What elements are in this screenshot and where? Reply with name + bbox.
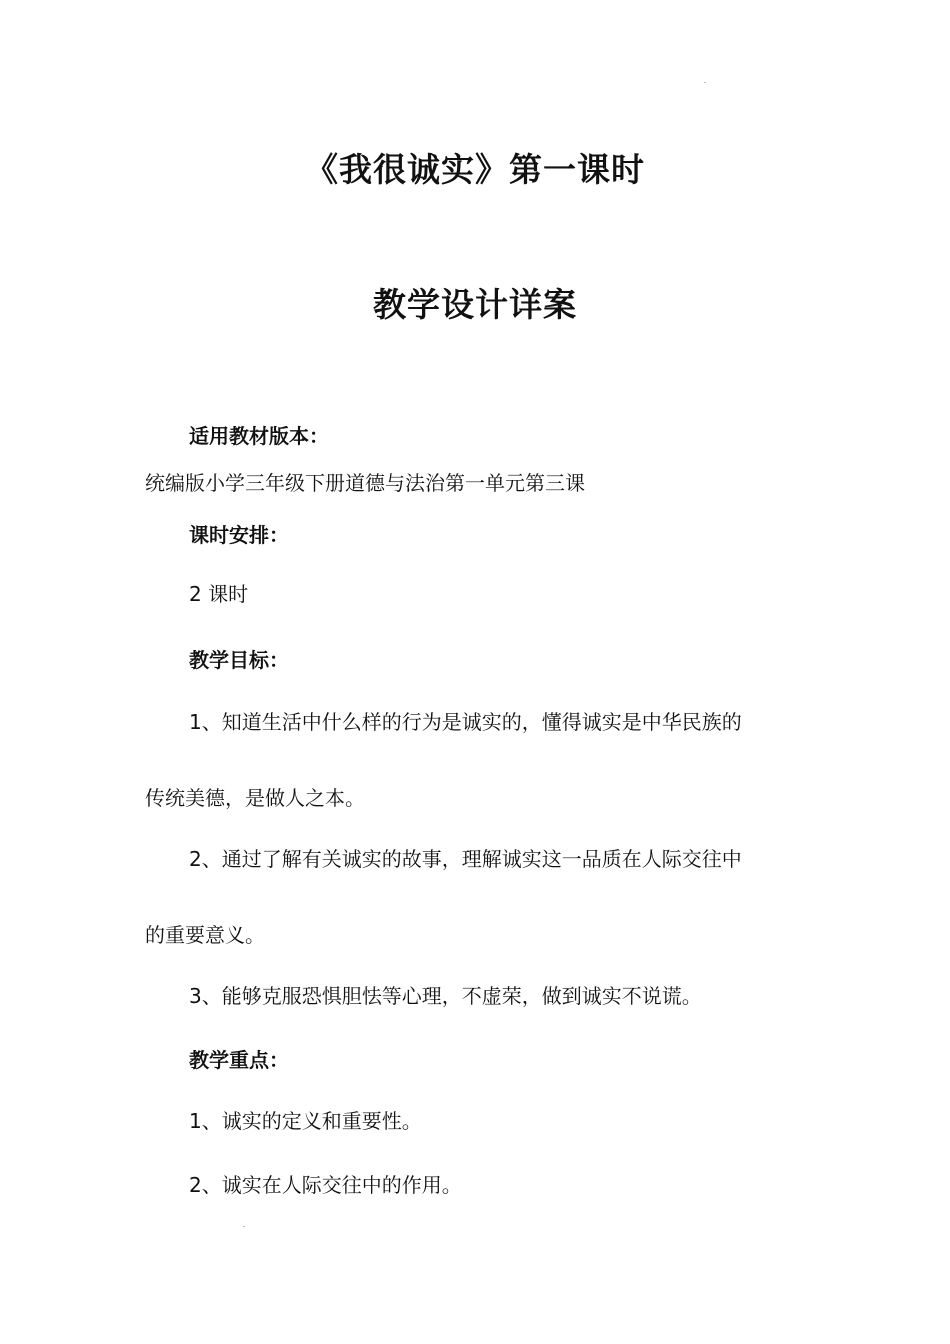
keypoints-heading: 教学重点： xyxy=(189,1048,289,1072)
keypoint-1: 1、诚实的定义和重要性。 xyxy=(189,1109,422,1133)
schedule-value: 2 课时 xyxy=(189,582,249,606)
speck-mark xyxy=(243,1226,245,1227)
schedule-heading: 课时安排： xyxy=(189,523,289,547)
keypoint-2: 2、诚实在人际交往中的作用。 xyxy=(189,1173,462,1197)
textbook-heading: 适用教材版本： xyxy=(189,424,329,448)
textbook-value: 统编版小学三年级下册道德与法治第一单元第三课 xyxy=(145,471,585,495)
document-subtitle: 教学设计详案 xyxy=(373,285,577,324)
goal-2-line-1: 2、通过了解有关诚实的故事，理解诚实这一品质在人际交往中 xyxy=(189,847,742,871)
goal-3: 3、能够克服恐惧胆怯等心理，不虚荣，做到诚实不说谎。 xyxy=(189,984,702,1008)
goal-2-line-2: 的重要意义。 xyxy=(145,923,265,947)
goal-1-line-2: 传统美德，是做人之本。 xyxy=(145,786,365,810)
goals-heading: 教学目标： xyxy=(189,648,289,672)
goal-1-line-1: 1、知道生活中什么样的行为是诚实的，懂得诚实是中华民族的 xyxy=(189,710,742,734)
document-title: 《我很诚实》第一课时 xyxy=(305,150,645,189)
speck-mark xyxy=(704,82,706,83)
